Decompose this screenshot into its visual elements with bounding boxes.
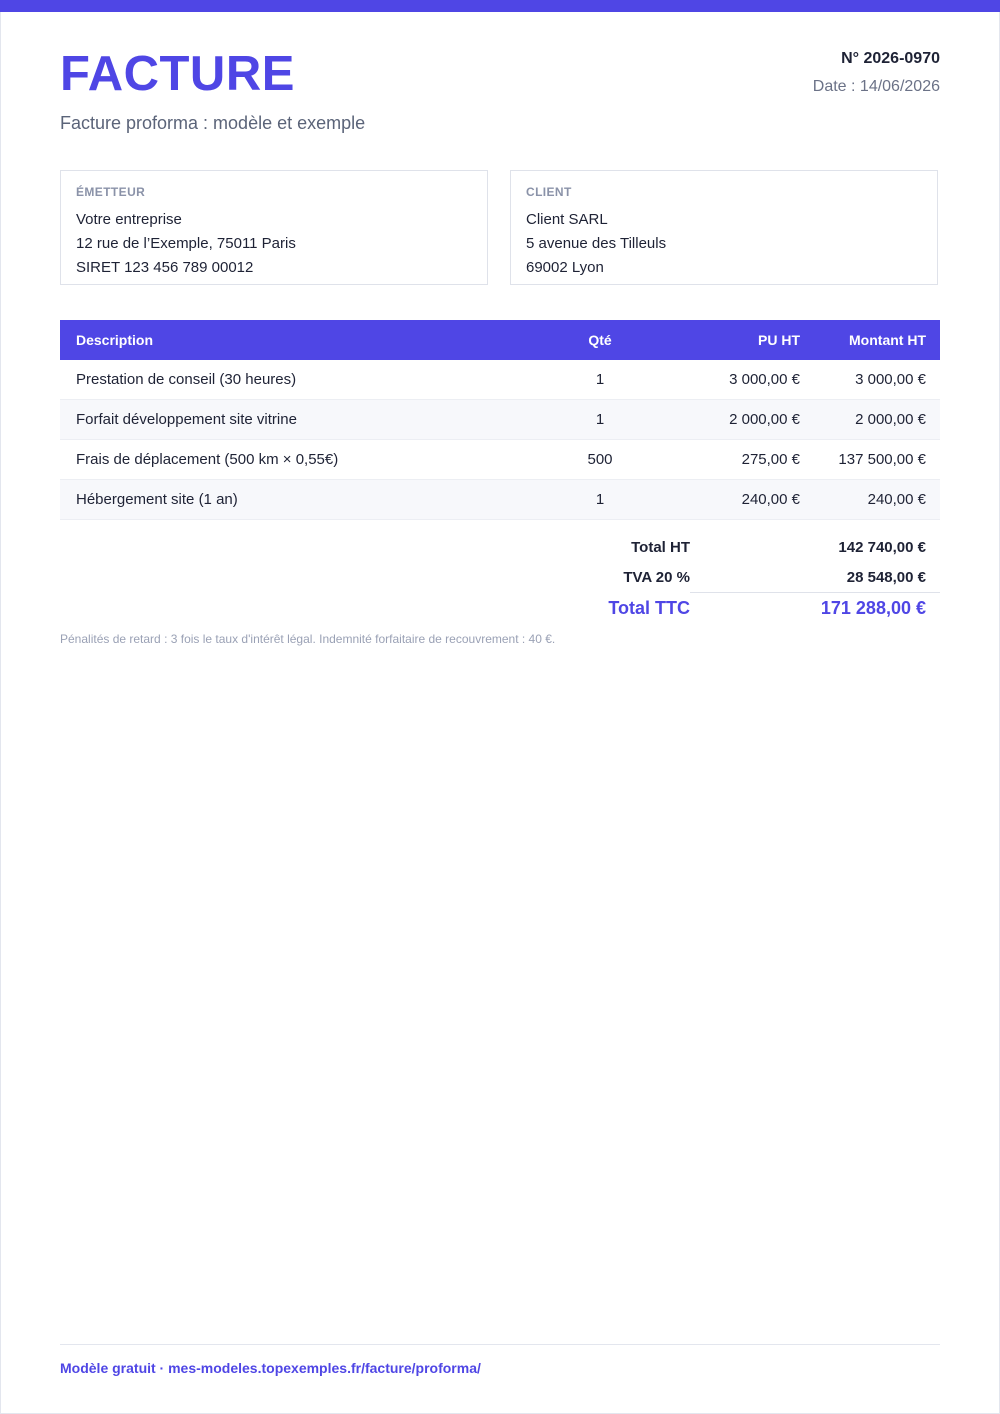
total-ht-row bbox=[540, 532, 940, 562]
total-ttc-value: 171 288,00 € bbox=[690, 592, 940, 624]
document-title: FACTURE bbox=[60, 47, 295, 101]
row-qty: 1 bbox=[595, 491, 605, 508]
header-amount: Montant HT bbox=[849, 332, 926, 348]
table-header-row bbox=[60, 320, 940, 360]
client-box bbox=[510, 170, 938, 285]
row-description: Frais de déplacement (500 km × 0,55€) bbox=[76, 451, 339, 468]
table-row bbox=[60, 360, 940, 400]
tva-label: TVA 20 % bbox=[623, 568, 690, 586]
row-unit-price: 3 000,00 € bbox=[729, 371, 800, 388]
row-amount: 240,00 € bbox=[867, 491, 926, 508]
row-qty: 500 bbox=[587, 451, 613, 468]
items-table bbox=[60, 320, 940, 520]
client-city: 69002 Lyon bbox=[526, 259, 604, 276]
client-name: Client SARL bbox=[526, 211, 608, 228]
header-unit-price: PU HT bbox=[758, 332, 800, 348]
emitter-heading: ÉMETTEUR bbox=[76, 185, 146, 199]
row-qty: 1 bbox=[595, 371, 605, 388]
row-description: Prestation de conseil (30 heures) bbox=[76, 371, 297, 388]
accent-top-bar bbox=[0, 0, 1000, 12]
emitter-name: Votre entreprise bbox=[76, 211, 182, 228]
emitter-siret: SIRET 123 456 789 00012 bbox=[76, 259, 254, 276]
total-ttc-label: Total TTC bbox=[608, 597, 690, 618]
header-qty: Qté bbox=[588, 332, 612, 348]
legal-note: Pénalités de retard : 3 fois le taux d'intérêt légal. Indemnité forfaitaire de recouvrement : 40 €. bbox=[60, 632, 556, 646]
emitter-box bbox=[60, 170, 488, 285]
client-heading: CLIENT bbox=[526, 185, 572, 199]
total-ttc-row bbox=[540, 592, 940, 624]
table-row bbox=[60, 440, 940, 480]
header-description: Description bbox=[76, 332, 154, 348]
total-ht-label: Total HT bbox=[631, 538, 690, 556]
row-amount: 137 500,00 € bbox=[838, 451, 926, 468]
table-row bbox=[60, 400, 940, 440]
footer-divider bbox=[60, 1344, 940, 1345]
table-row bbox=[60, 480, 940, 520]
emitter-address: 12 rue de l’Exemple, 75011 Paris bbox=[76, 235, 296, 252]
row-description: Hébergement site (1 an) bbox=[76, 491, 238, 508]
tva-row bbox=[540, 562, 940, 592]
invoice-date: Date : 14/06/2026 bbox=[812, 78, 940, 95]
tva-value: 28 548,00 € bbox=[846, 568, 926, 586]
document-subtitle: Facture proforma : modèle et exemple bbox=[60, 113, 366, 133]
invoice-number: N° 2026-0970 bbox=[841, 50, 940, 67]
totals-block bbox=[540, 532, 940, 624]
total-ht-value: 142 740,00 € bbox=[838, 538, 926, 556]
row-amount: 3 000,00 € bbox=[855, 371, 926, 388]
row-amount: 2 000,00 € bbox=[855, 411, 926, 428]
row-unit-price: 240,00 € bbox=[741, 491, 800, 508]
row-unit-price: 2 000,00 € bbox=[729, 411, 800, 428]
row-unit-price: 275,00 € bbox=[741, 451, 800, 468]
row-qty: 1 bbox=[595, 411, 605, 428]
row-description: Forfait développement site vitrine bbox=[76, 411, 297, 428]
client-street: 5 avenue des Tilleuls bbox=[526, 235, 667, 252]
footer-link[interactable]: Modèle gratuit · mes-modeles.topexemples.fr/facture/proforma/ bbox=[60, 1360, 481, 1376]
